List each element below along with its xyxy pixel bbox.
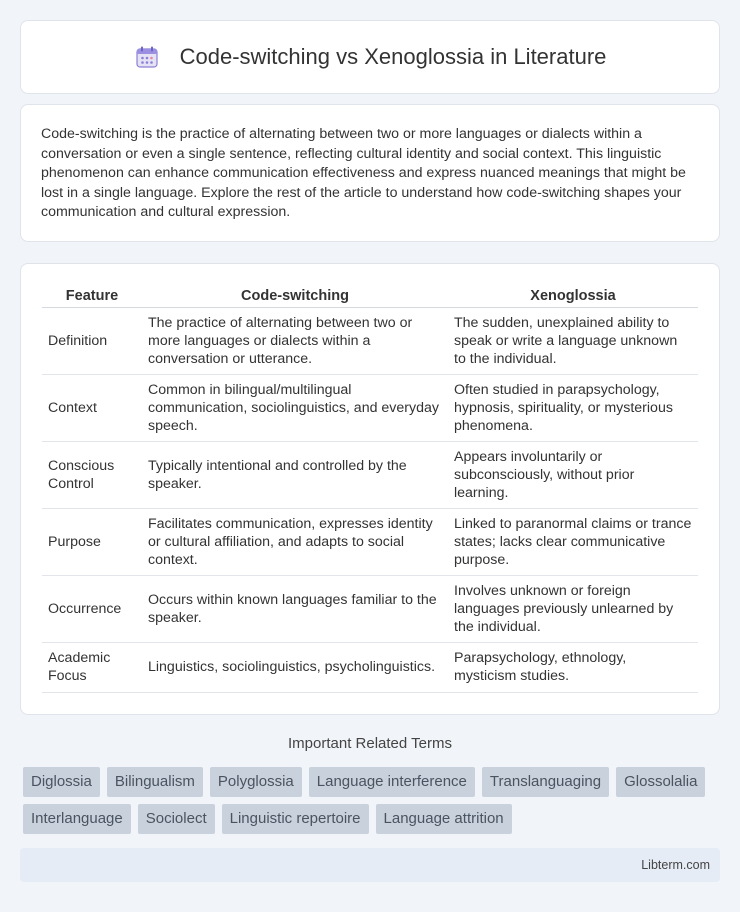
intro-card — [20, 104, 720, 242]
table-row — [42, 374, 698, 441]
title-card — [20, 20, 720, 94]
related-term-tag[interactable]: Interlanguage — [23, 804, 131, 834]
row-xenoglossia: Appears involuntarily or subconsciously, without prior learning. — [448, 441, 698, 508]
related-term-tag[interactable]: Glossolalia — [616, 767, 705, 797]
row-feature: Purpose — [42, 508, 142, 575]
row-code-switching: Common in bilingual/multilingual communication, sociolinguistics, and everyday speech. — [142, 374, 448, 441]
table-row — [42, 575, 698, 642]
table-row — [42, 508, 698, 575]
column-header-code-switching: Code-switching — [142, 285, 448, 307]
row-feature: Conscious Control — [42, 441, 142, 508]
related-terms-heading: Important Related Terms — [288, 735, 452, 752]
related-term-tag[interactable]: Polyglossia — [210, 767, 302, 797]
row-xenoglossia: Involves unknown or foreign languages previously unlearned by the individual. — [448, 575, 698, 642]
footer-site-link[interactable]: Libterm.com — [641, 858, 710, 872]
calendar-icon — [134, 44, 160, 70]
footer — [20, 848, 720, 882]
column-header-feature: Feature — [42, 285, 142, 307]
row-feature: Definition — [42, 307, 142, 374]
column-header-xenoglossia: Xenoglossia — [448, 285, 698, 307]
related-terms-list — [23, 767, 723, 841]
comparison-card — [20, 263, 720, 715]
row-feature: Occurrence — [42, 575, 142, 642]
row-xenoglossia: The sudden, unexplained ability to speak or write a language unknown to the individual. — [448, 307, 698, 374]
related-term-tag[interactable]: Translanguaging — [482, 767, 609, 797]
row-xenoglossia: Linked to paranormal claims or trance states; lacks clear communicative purpose. — [448, 508, 698, 575]
related-term-tag[interactable]: Language attrition — [376, 804, 512, 834]
page-title: Code-switching vs Xenoglossia in Literature — [179, 44, 607, 69]
row-code-switching: Typically intentional and controlled by the speaker. — [142, 441, 448, 508]
table-row — [42, 307, 698, 374]
row-xenoglossia: Often studied in parapsychology, hypnosis, spirituality, or mysterious phenomena. — [448, 374, 698, 441]
related-term-tag[interactable]: Linguistic repertoire — [222, 804, 369, 834]
related-term-tag[interactable]: Sociolect — [138, 804, 215, 834]
table-header-row — [42, 285, 698, 307]
related-term-tag[interactable]: Language interference — [309, 767, 475, 797]
table-row — [42, 441, 698, 508]
row-code-switching: Occurs within known languages familiar to the speaker. — [142, 575, 448, 642]
related-term-tag[interactable]: Bilingualism — [107, 767, 203, 797]
intro-paragraph: Code-switching is the practice of alternating between two or more languages or dialects within a conversation or even a single sentence, reflecting cultural identity and social context. This linguistic phenomenon can enhance communication effectiveness and express nuanced meanings that might be lost in a single language. Explore the rest of the article to understand how code-switching shapes your communication and cultural expression. — [41, 126, 686, 221]
comparison-table — [42, 285, 698, 693]
row-code-switching: Facilitates communication, expresses identity or cultural affiliation, and adapts to social context. — [142, 508, 448, 575]
row-code-switching: Linguistics, sociolinguistics, psycholinguistics. — [142, 642, 448, 692]
row-xenoglossia: Parapsychology, ethnology, mysticism studies. — [448, 642, 698, 692]
row-code-switching: The practice of alternating between two or more languages or dialects within a conversation or utterance. — [142, 307, 448, 374]
row-feature: Context — [42, 374, 142, 441]
row-feature: Academic Focus — [42, 642, 142, 692]
related-term-tag[interactable]: Diglossia — [23, 767, 100, 797]
table-row — [42, 642, 698, 692]
